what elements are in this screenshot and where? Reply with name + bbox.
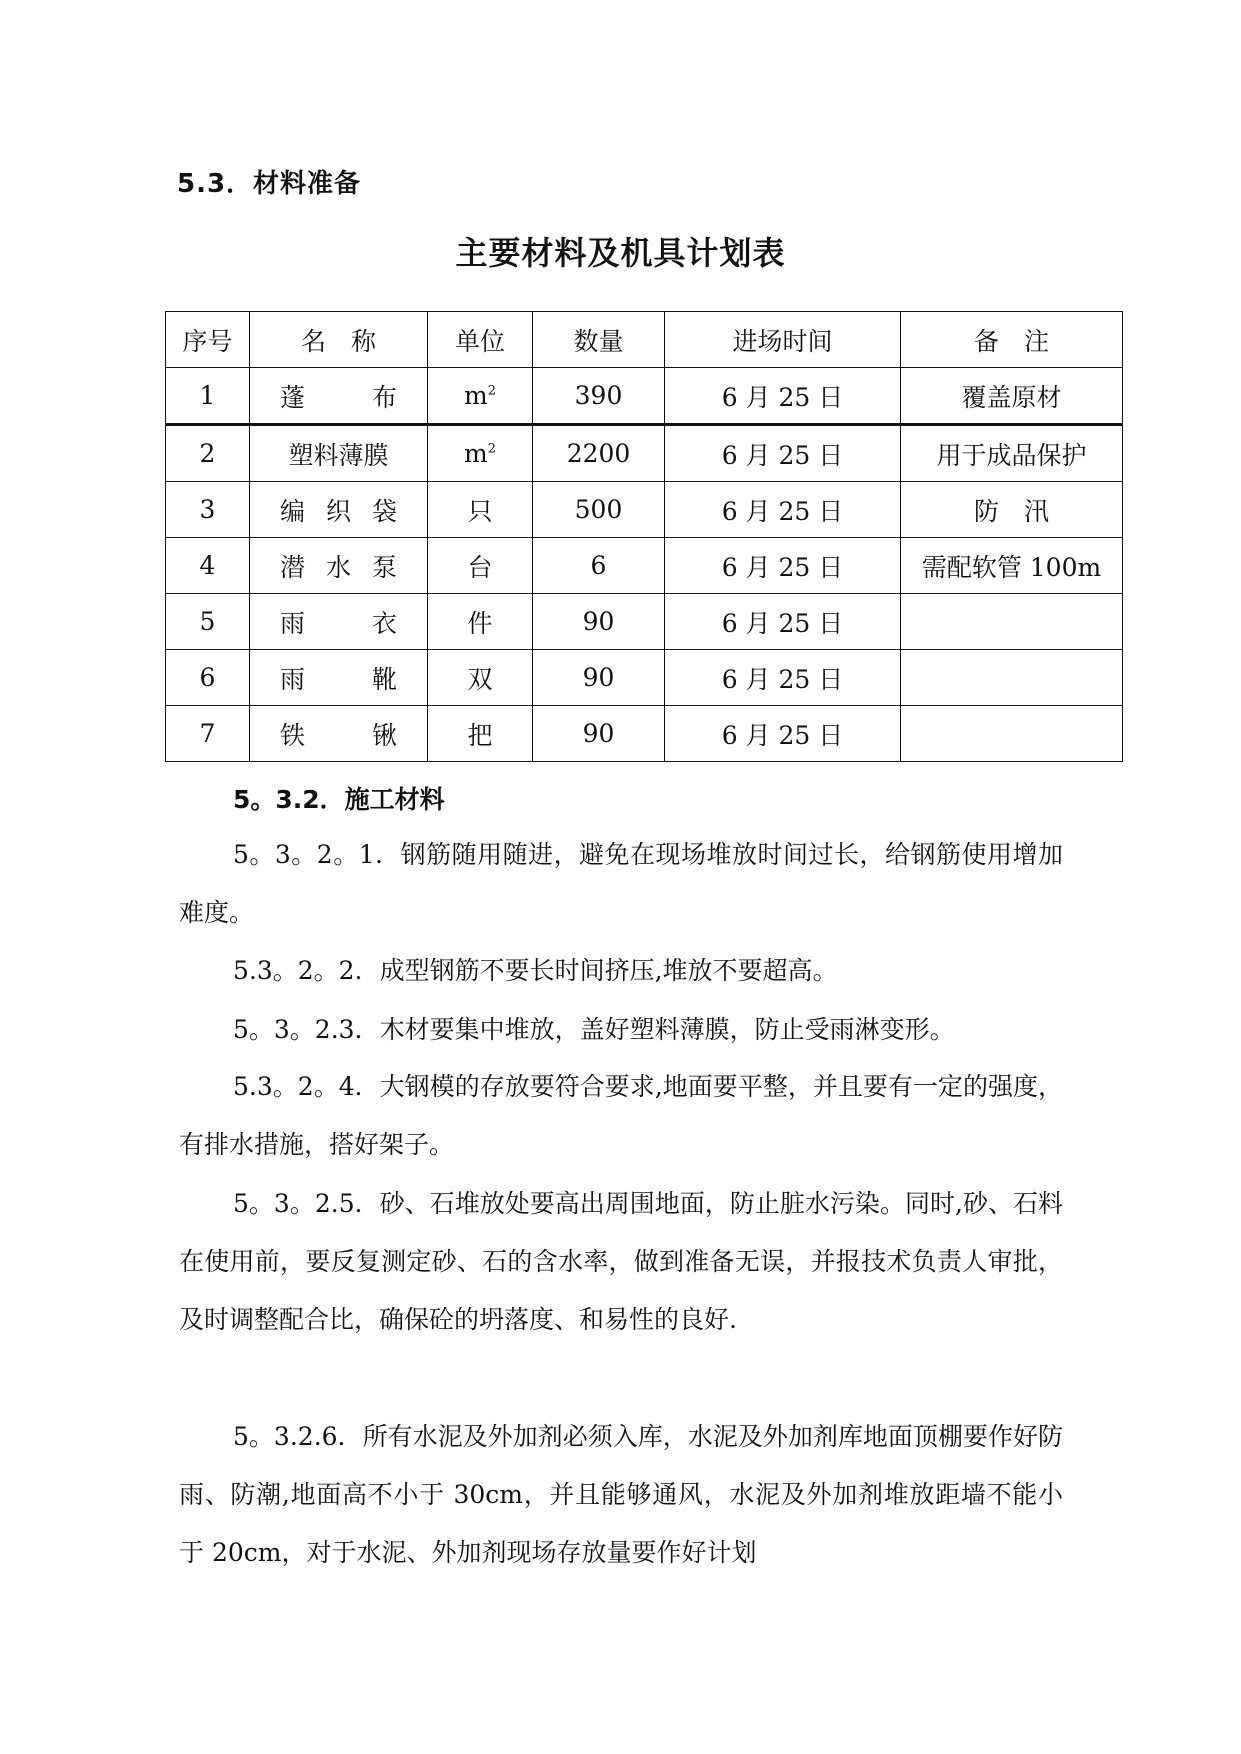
name-part: 布 xyxy=(371,382,397,412)
paragraph: 5。3。2。1．钢筋随用随进，避免在现场堆放时间过长，给钢筋使用增加难度。 xyxy=(179,840,1063,927)
unit-text: 台 xyxy=(467,552,493,582)
cell-name xyxy=(250,482,428,538)
cell-note: 用于成品保护 xyxy=(901,425,1123,482)
cell-date: 6 月 25 日 xyxy=(665,538,901,594)
table-title: 主要材料及机具计划表 xyxy=(455,234,786,272)
cell-no: 1 xyxy=(166,368,250,425)
table-row xyxy=(166,594,1123,650)
cell-no: 3 xyxy=(166,482,250,538)
name-text xyxy=(250,660,427,696)
paragraph: 5.3。2。2．成型钢筋不要长时间挤压,堆放不要超高。 xyxy=(233,956,838,985)
cell-name xyxy=(250,425,428,482)
cell-name xyxy=(250,538,428,594)
name-part: 袋 xyxy=(371,496,397,526)
unit-superscript: 2 xyxy=(487,441,496,457)
paragraph: 5。3.2.6．所有水泥及外加剂必须入库，水泥及外加剂库地面顶棚要作好防雨、防潮,地面高不小于 30cm，并且能够通风，水泥及外加剂堆放距墙不能小于 20cm，对于水泥、外加剂现场存放量要作好计划 xyxy=(179,1422,1063,1567)
unit-text: m xyxy=(464,381,488,410)
header-date: 进场时间 xyxy=(665,312,901,368)
name-part: 编 xyxy=(280,496,306,526)
cell-note xyxy=(901,594,1123,650)
cell-date: 6 月 25 日 xyxy=(665,706,901,762)
cell-unit xyxy=(428,594,533,650)
header-note: 备 注 xyxy=(901,312,1123,368)
cell-unit xyxy=(428,482,533,538)
header-unit: 单位 xyxy=(428,312,533,368)
table-row xyxy=(166,425,1123,482)
name-text xyxy=(250,378,427,414)
cell-no: 5 xyxy=(166,594,250,650)
name-part: 泵 xyxy=(371,552,397,582)
section-heading: 5.3．材料准备 xyxy=(177,169,362,199)
unit-text: 把 xyxy=(467,720,493,750)
cell-name xyxy=(250,706,428,762)
cell-no: 4 xyxy=(166,538,250,594)
cell-qty: 2200 xyxy=(533,425,665,482)
cell-note: 需配软管 100m xyxy=(901,538,1123,594)
cell-qty: 390 xyxy=(533,368,665,425)
name-part: 靴 xyxy=(371,664,397,694)
name-part: 锹 xyxy=(371,720,397,750)
name-part: 水 xyxy=(325,552,351,582)
table-row xyxy=(166,706,1123,762)
cell-date: 6 月 25 日 xyxy=(665,482,901,538)
table-row xyxy=(166,538,1123,594)
cell-unit xyxy=(428,650,533,706)
unit-superscript: 2 xyxy=(487,383,496,399)
cell-qty: 90 xyxy=(533,706,665,762)
cell-note: 防 汛 xyxy=(901,482,1123,538)
cell-qty: 500 xyxy=(533,482,665,538)
cell-no: 6 xyxy=(166,650,250,706)
cell-unit xyxy=(428,368,533,425)
cell-note xyxy=(901,650,1123,706)
cell-date: 6 月 25 日 xyxy=(665,594,901,650)
cell-date: 6 月 25 日 xyxy=(665,650,901,706)
name-part: 雨 xyxy=(280,664,306,694)
unit-text: 双 xyxy=(467,664,493,694)
name-text xyxy=(250,492,427,528)
name-part: 潜 xyxy=(280,552,306,582)
name-text xyxy=(250,548,427,584)
table-row xyxy=(166,482,1123,538)
header-qty: 数量 xyxy=(533,312,665,368)
name-part: 塑料薄膜 xyxy=(288,440,389,470)
cell-name xyxy=(250,594,428,650)
name-part: 织 xyxy=(325,496,351,526)
name-part: 铁 xyxy=(280,720,306,750)
cell-date: 6 月 25 日 xyxy=(665,368,901,425)
unit-text: 只 xyxy=(467,496,493,526)
cell-qty: 90 xyxy=(533,650,665,706)
table-header-row xyxy=(166,312,1123,368)
cell-name xyxy=(250,368,428,425)
header-no: 序号 xyxy=(166,312,250,368)
name-text xyxy=(250,436,427,472)
paragraph: 5.3。2。4．大钢模的存放要符合要求,地面要平整，并且要有一定的强度，有排水措施，搭好架子。 xyxy=(179,1072,1063,1159)
cell-unit xyxy=(428,538,533,594)
header-name: 名 称 xyxy=(250,312,428,368)
name-text xyxy=(250,716,427,752)
cell-no: 7 xyxy=(166,706,250,762)
cell-unit xyxy=(428,425,533,482)
cell-date: 6 月 25 日 xyxy=(665,425,901,482)
paragraph: 5。3。2.3．木材要集中堆放，盖好塑料薄膜，防止受雨淋变形。 xyxy=(233,1015,955,1044)
paragraph: 5。3。2.5．砂、石堆放处要高出周围地面，防止脏水污染。同时,砂、石料在使用前，要反复测定砂、石的含水率，做到准备无误，并报技术负责人审批，及时调整配合比，确保砼的坍落度、和易性的良好. xyxy=(179,1189,1063,1334)
table-row xyxy=(166,650,1123,706)
cell-name xyxy=(250,650,428,706)
name-text xyxy=(250,604,427,640)
cell-note: 覆盖原材 xyxy=(901,368,1123,425)
name-part: 雨 xyxy=(280,608,306,638)
unit-text: m xyxy=(464,439,488,468)
unit-text: 件 xyxy=(467,608,493,638)
name-part: 蓬 xyxy=(280,382,306,412)
name-part: 衣 xyxy=(371,608,397,638)
cell-note xyxy=(901,706,1123,762)
cell-qty: 90 xyxy=(533,594,665,650)
cell-qty: 6 xyxy=(533,538,665,594)
subsection-heading: 5。3.2．施工材料 xyxy=(233,785,445,814)
table-row xyxy=(166,368,1123,425)
cell-no: 2 xyxy=(166,425,250,482)
cell-unit xyxy=(428,706,533,762)
materials-plan-table xyxy=(165,311,1123,762)
